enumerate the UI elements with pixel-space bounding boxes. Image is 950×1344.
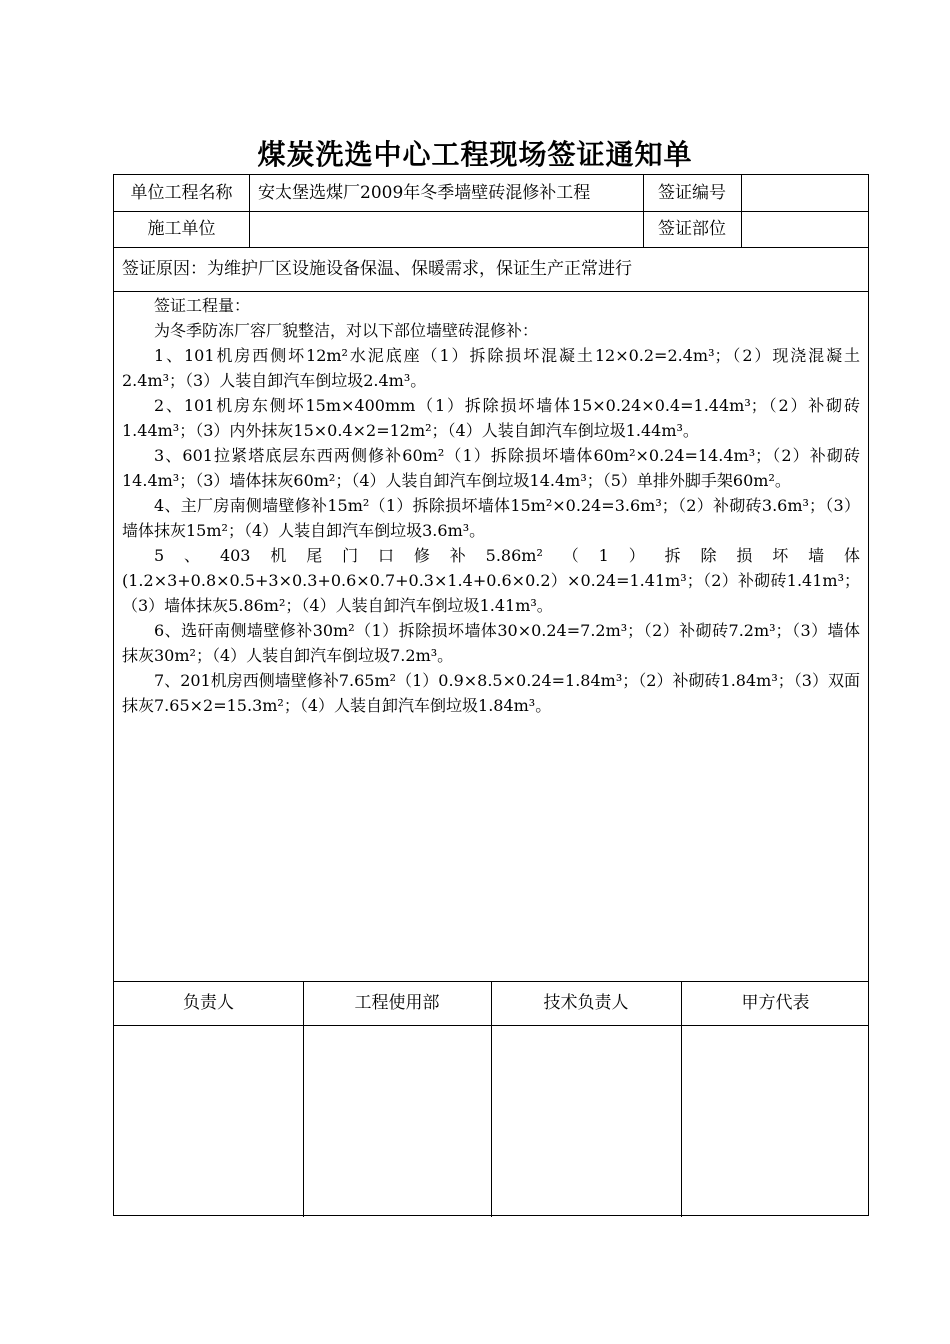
col-divider	[741, 175, 742, 247]
cert-number-label: 签证编号	[658, 183, 726, 203]
signature-box-client-rep[interactable]	[681, 1026, 870, 1216]
project-name-label: 单位工程名称	[130, 183, 233, 203]
contractor-label: 施工单位	[147, 219, 216, 239]
location-label: 签证部位	[658, 219, 726, 239]
certificate-table	[113, 174, 869, 1216]
document-title: 煤炭洗选中心工程现场签证通知单	[257, 138, 693, 171]
work-quantity-content	[122, 293, 860, 718]
work-item: 3、601拉紧塔底层东西两侧修补60m²（1）拆除损坏墙体60m²×0.24=14.4m³；（2）补砌砖14.4m³；（3）墙体抹灰60m²；（4）人装自卸汽车倒垃圾14.4m³；（5）单排外脚手架60m²。	[122, 446, 860, 490]
col-divider	[249, 175, 250, 247]
work-item: 2、101机房东侧坏15m×400mm（1）拆除损坏墙体15×0.24×0.4=1.44m³；（2）补砌砖1.44m³；（3）内外抹灰15×0.4×2=12m²；（4）人装自卸汽车倒垃圾1.44m³。	[122, 396, 860, 440]
work-item: 4、主厂房南侧墙壁修补15m²（1）拆除损坏墙体15m²×0.24=3.6m³；（2）补砌砖3.6m³；（3）墙体抹灰15m²；（4）人装自卸汽车倒垃圾3.6m³。	[122, 496, 860, 540]
signature-header-client-rep: 甲方代表	[741, 993, 810, 1013]
row-divider	[114, 247, 868, 248]
signature-header-responsible: 负责人	[183, 993, 234, 1013]
work-item: 1、101机房西侧坏12m²水泥底座（1）拆除损坏混凝土12×0.2=2.4m³；（2）现浇混凝土2.4m³；（3）人装自卸汽车倒垃圾2.4m³。	[122, 346, 860, 390]
signature-box-tech-lead[interactable]	[491, 1026, 681, 1216]
work-item-list	[122, 343, 860, 718]
signature-box-user-dept[interactable]	[303, 1026, 491, 1216]
row-divider	[114, 291, 868, 292]
signature-box-responsible[interactable]	[114, 1026, 303, 1216]
signature-header-tech-lead: 技术负责人	[543, 993, 629, 1013]
content-intro: 为冬季防冻厂容厂貌整洁，对以下部位墙壁砖混修补：	[154, 321, 539, 340]
work-item: 7、201机房西侧墙壁修补7.65m²（1）0.9×8.5×0.24=1.84m³；（2）补砌砖1.84m³；（3）双面抹灰7.65×2=15.3m²；（4）人装自卸汽车倒垃圾1.84m³。	[122, 671, 860, 715]
reason-text: 签证原因：为维护厂区设施设备保温、保暖需求，保证生产正常进行	[122, 259, 632, 279]
project-name-value: 安太堡选煤厂2009年冬季墙壁砖混修补工程	[258, 183, 591, 203]
content-heading: 签证工程量：	[154, 296, 251, 315]
work-item: 6、选矸南侧墙壁修补30m²（1）拆除损坏墙体30×0.24=7.2m³；（2）补砌砖7.2m³；（3）墙体抹灰30m²；（4）人装自卸汽车倒垃圾7.2m³。	[122, 621, 860, 665]
signature-header-user-dept: 工程使用部	[354, 993, 440, 1013]
work-item: 5、403机尾门口修补5.86m²（1）拆除损坏墙体(1.2×3+0.8×0.5+3×0.3+0.6×0.7+0.3×1.4+0.6×0.2）×0.24=1.41m³；（2）补砌砖1.41m³；（3）墙体抹灰5.86m²；（4）人装自卸汽车倒垃圾1.41m³。	[122, 546, 860, 615]
